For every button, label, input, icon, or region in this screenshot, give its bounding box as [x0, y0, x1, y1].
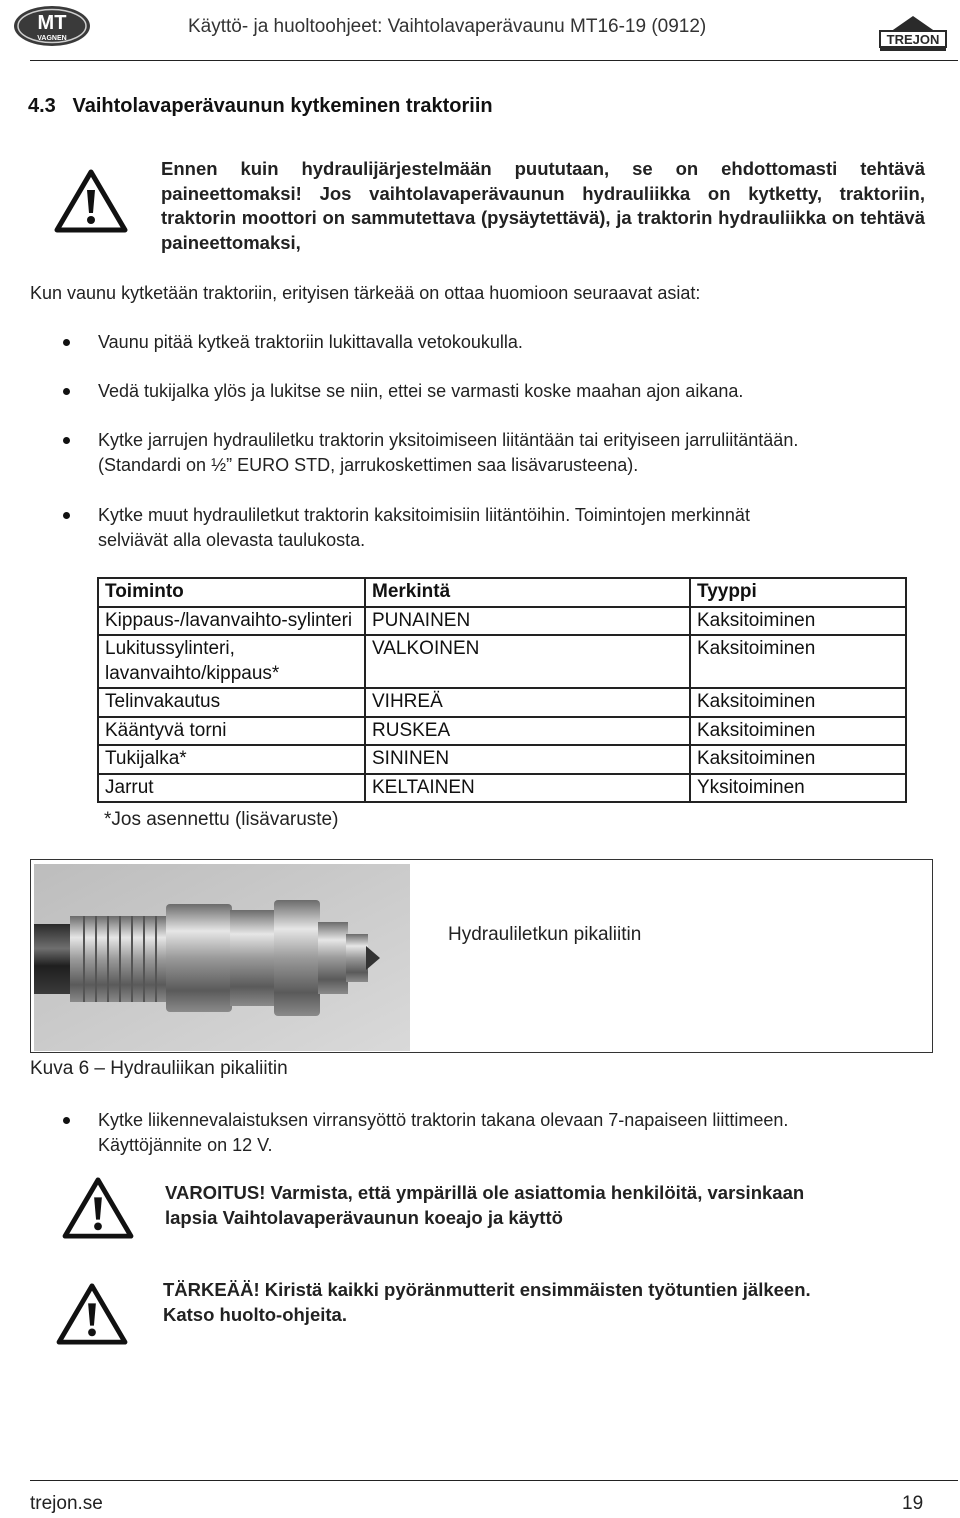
table-cell: Telinvakautus	[98, 688, 365, 717]
bullet-dot	[63, 512, 70, 519]
table-row	[98, 607, 906, 636]
mt-vagnen-logo	[12, 4, 92, 48]
table-cell: Kaksitoiminen	[690, 688, 906, 717]
table-cell: Kaksitoiminen	[690, 607, 906, 636]
bullet-line: selviävät alla olevasta taulukosta.	[98, 529, 366, 550]
table-row	[98, 717, 906, 746]
table-header-row	[98, 578, 906, 607]
page-number: 19	[902, 1493, 924, 1514]
bullet-item	[98, 428, 928, 477]
warning-triangle-icon	[56, 1282, 128, 1346]
hydraulic-warning-text: Ennen kuin hydraulijärjestelmään puututaan, se on ehdottomasti tehtävä paineettomaksi! Jos vaihtolavaperävaunun hydrauliikka on kytketty, traktoriin, traktorin moottori on sammutettava (pysäytettävä), ja traktorin hydrauliikka on tehtävä paineettomaksi,	[161, 158, 925, 253]
table-row	[98, 774, 906, 803]
warning-line: Katso huolto-ohjeita.	[163, 1303, 347, 1325]
hydraulic-quick-coupler-photo	[34, 864, 410, 1051]
table-cell: Lukitussylinteri, lavanvaihto/kippaus*	[98, 635, 365, 688]
bullet-line: Kytke muut hydrauliletkut traktorin kaksitoimisiin liitäntöihin. Toimintojen merkinnät	[98, 505, 750, 525]
bullet-item	[98, 1108, 928, 1157]
bullet-line: Vedä tukijalka ylös ja lukitse se niin, ettei se varmasti koske maahan ajon aikana.	[98, 381, 744, 401]
table-cell: RUSKEA	[365, 717, 690, 746]
table-row	[98, 635, 906, 688]
table-cell: Tukijalka*	[98, 745, 365, 774]
warning-line: lapsia Vaihtolavaperävaunun koeajo ja käyttö	[165, 1206, 563, 1228]
table-cell: Yksitoiminen	[690, 774, 906, 803]
figure-caption: Kuva 6 – Hydrauliikan pikaliitin	[30, 1058, 288, 1079]
logo-mt-text: MT	[37, 12, 67, 34]
important-notice-text	[163, 1278, 811, 1327]
table-cell: KELTAINEN	[365, 774, 690, 803]
figure-label: Hydrauliletkun pikaliitin	[448, 924, 642, 945]
bullet-dot	[63, 339, 70, 346]
table-row	[98, 745, 906, 774]
table-cell: Kaksitoiminen	[690, 635, 906, 688]
intro-text: Kun vaunu kytketään traktoriin, erityisen tärkeää on ottaa huomioon seuraavat asiat:	[30, 283, 701, 303]
section-title: 4.3 Vaihtolavaperävaunun kytkeminen traktoriin	[28, 95, 493, 117]
table-cell: VIHREÄ	[365, 688, 690, 717]
hose-marking-table	[97, 577, 907, 803]
table-cell: Jarrut	[98, 774, 365, 803]
bullet-dot	[63, 388, 70, 395]
bullet-item	[98, 503, 928, 552]
warning-triangle-icon	[54, 168, 128, 234]
table-cell: VALKOINEN	[365, 635, 690, 688]
document-title: Käyttö- ja huoltoohjeet: Vaihtolavaperävaunu MT16-19 (0912)	[188, 16, 707, 37]
table-header-cell: Toiminto	[98, 578, 365, 607]
table-cell: PUNAINEN	[365, 607, 690, 636]
table-footnote: *Jos asennettu (lisävaruste)	[104, 809, 339, 830]
table-row	[98, 688, 906, 717]
bullet-line: Kytke liikennevalaistuksen virransyöttö traktorin takana olevaan 7-napaiseen liittimeen.	[98, 1110, 789, 1130]
trejon-logo	[876, 14, 950, 54]
warning-triangle-icon	[62, 1176, 134, 1240]
bullet-line: Kytke jarrujen hydrauliletku traktorin yksitoimiseen liitäntään tai erityiseen jarruliitäntään.	[98, 430, 799, 450]
table-cell: Kaksitoiminen	[690, 745, 906, 774]
table-header-cell: Tyyppi	[690, 578, 906, 607]
table-cell: SININEN	[365, 745, 690, 774]
logo-mt-sub: VAGNEN	[37, 35, 67, 42]
table-cell: Kippaus-/lavanvaihto-sylinteri	[98, 607, 365, 636]
table-cell: Kääntyvä torni	[98, 717, 365, 746]
warning-line: VAROITUS! Varmista, että ympärillä ole asiattomia henkilöitä, varsinkaan	[165, 1182, 805, 1203]
footer-divider	[30, 1480, 958, 1481]
header-divider	[30, 60, 958, 61]
bullet-line: Vaunu pitää kytkeä traktoriin lukittavalla vetokoukulla.	[98, 332, 523, 352]
table-cell: Kaksitoiminen	[690, 717, 906, 746]
logo-trejon-text: TREJON	[886, 32, 940, 47]
bullet-item	[98, 379, 928, 404]
bullet-line: (Standardi on ½” EURO STD, jarrukoskettimen saa lisävarusteena).	[98, 454, 639, 475]
table-header-cell: Merkintä	[365, 578, 690, 607]
safety-warning-text	[165, 1181, 804, 1230]
footer-website: trejon.se	[30, 1493, 103, 1514]
bullet-dot	[63, 437, 70, 444]
bullet-item	[98, 330, 928, 355]
bullet-dot	[63, 1117, 70, 1124]
warning-line: TÄRKEÄÄ! Kiristä kaikki pyöränmutterit ensimmäisten työtuntien jälkeen.	[163, 1279, 811, 1300]
bullet-line: Käyttöjännite on 12 V.	[98, 1134, 273, 1155]
